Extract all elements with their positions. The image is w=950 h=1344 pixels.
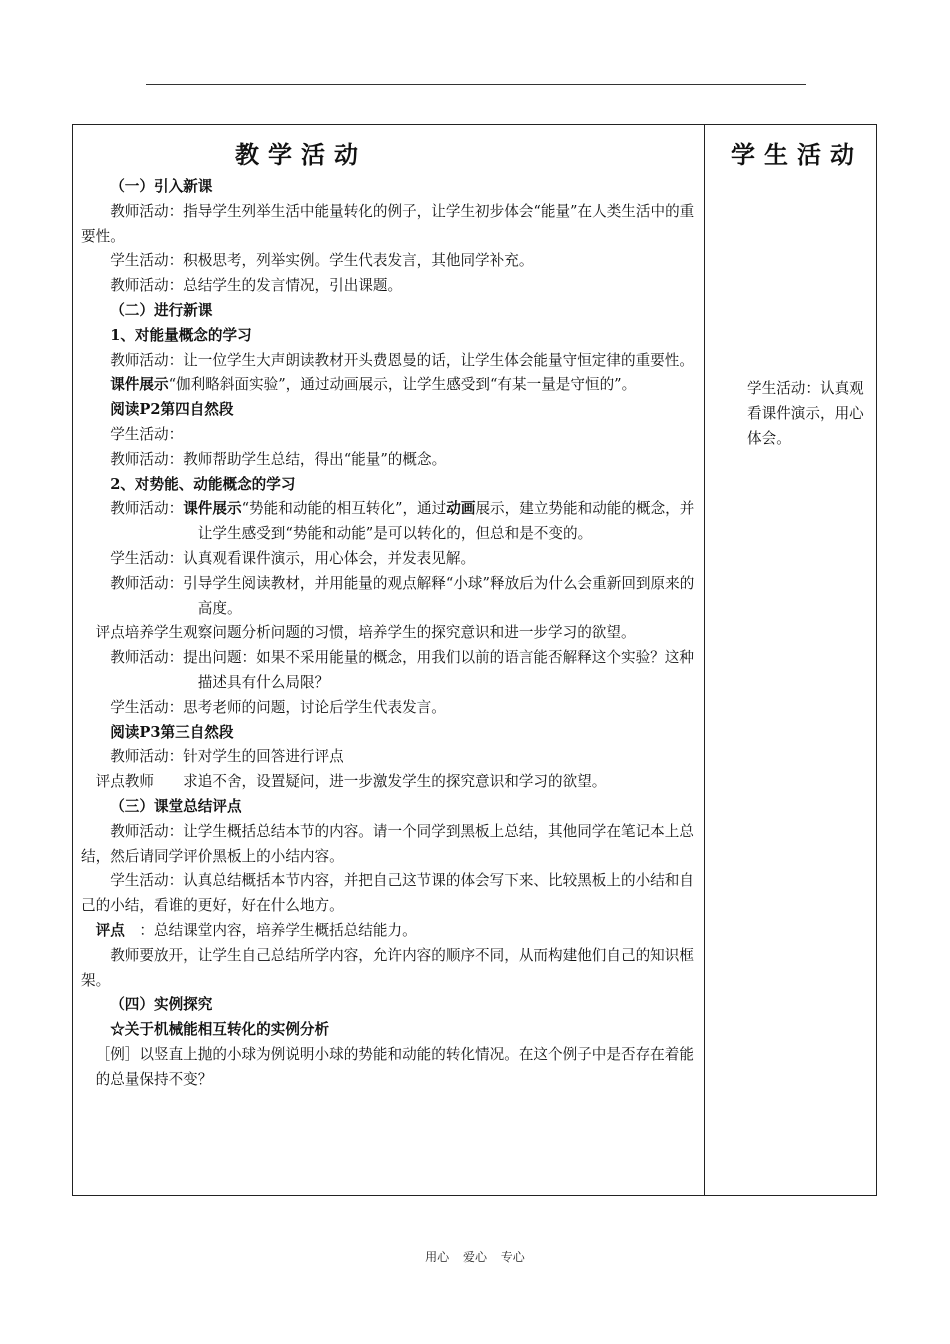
section-heading: （二）进行新课 [110, 301, 213, 319]
student-activity-note: 学生活动：认真观看课件演示，用心体会。 [747, 380, 864, 447]
section-heading: （三）课堂总结评点 [110, 797, 242, 815]
paragraph-text: ：总结课堂内容，培养学生概括总结能力。 [124, 921, 417, 939]
courseware-label: 课件展示 [183, 500, 242, 518]
subsection-heading: ☆关于机械能相互转化的实例分析 [110, 1021, 330, 1039]
paragraph: 学生活动：思考老师的问题，讨论后学生代表发言。 [110, 698, 446, 716]
paragraph: 教师活动：让一位学生大声朗读教材开头费恩曼的话，让学生体会能量守恒定律的重要性。 [110, 351, 694, 369]
paragraph: 学生活动：积极思考，列举实例。学生代表发言，其他同学补充。 [110, 252, 534, 270]
column-divider [704, 125, 705, 1195]
paragraph: 评点教师 求追不舍，设置疑问，进一步激发学生的探究意识和学习的欲望。 [95, 773, 607, 791]
teacher-activity-title: 教学活动 [235, 141, 367, 169]
comment-label: 评点 [95, 921, 125, 939]
paragraph: 学生活动： [110, 425, 184, 443]
paragraph: 学生活动：认真观看课件演示，用心体会，并发表见解。 [110, 549, 476, 567]
reading-note: 阅读P2第四自然段 [110, 401, 234, 419]
lesson-table [72, 124, 877, 1196]
page-footer: 用心 爱心 专心 [425, 1250, 525, 1264]
subsection-heading: 2、对势能、动能概念的学习 [110, 475, 296, 493]
courseware-label: 课件展示 [110, 376, 169, 394]
paragraph: 教师活动：指导学生列举生活中能量转化的例子，让学生初步体会“能量”在人类生活中的重要性。 [81, 202, 695, 245]
paragraph: 教师活动：教师帮助学生总结，得出“能量”的概念。 [110, 450, 447, 468]
paragraph: 教师活动：让学生概括总结本节的内容。请一个同学到黑板上总结，其他同学在笔记本上总结，然后请同学评价黑板上的小结内容。 [81, 822, 694, 865]
paragraph: 教师活动：引导学生阅读教材，并用能量的观点解释“小球”释放后为什么会重新回到原来的高度。 [110, 574, 695, 617]
paragraph-text: 教师活动： [110, 500, 184, 518]
paragraph: 教师活动：针对学生的回答进行评点 [110, 748, 344, 766]
paragraph: 评点培养学生观察问题分析问题的习惯，培养学生的探究意识和进一步学习的欲望。 [95, 624, 636, 642]
paragraph-text: 展示，建立势能和动能的概念，并让学生感受到“势能和动能”是可以转化的，但总和是不变的。 [197, 500, 695, 543]
paragraph-text: “伽利略斜面实验”，通过动画展示，让学生感受到“有某一量是守恒的”。 [168, 376, 637, 394]
section-heading: （四）实例探究 [110, 996, 213, 1014]
section-heading: （一）引入新课 [110, 178, 213, 195]
subsection-heading: 1、对能量概念的学习 [110, 326, 252, 344]
paragraph: 学生活动：认真总结概括本节内容，并把自己这节课的体会写下来、比较黑板上的小结和自己的小结，看谁的更好，好在什么地方。 [81, 872, 694, 915]
paragraph: 教师活动：提出问题：如果不采用能量的概念，用我们以前的语言能否解释这个实验？这种描述具有什么局限？ [110, 649, 694, 691]
paragraph [81, 919, 698, 944]
paragraph-text: “势能和动能的相互转化”，通过 [241, 500, 447, 518]
paragraph: 教师要放开，让学生自己总结所学内容，允许内容的顺序不同，从而构建他们自己的知识框架。 [81, 946, 694, 989]
teacher-activity-column [81, 175, 698, 1092]
animation-label: 动画 [446, 500, 476, 518]
paragraph: 教师活动：总结学生的发言情况，引出课题。 [110, 277, 403, 295]
paragraph: ［例］以竖直上抛的小球为例说明小球的势能和动能的转化情况。在这个例子中是否存在着能的总量保持不变？ [95, 1045, 694, 1088]
paragraph [81, 373, 698, 398]
header-rule [146, 84, 806, 85]
paragraph [81, 497, 698, 547]
reading-note: 阅读P3第三自然段 [110, 723, 234, 741]
student-activity-title: 学生活动 [731, 141, 863, 169]
